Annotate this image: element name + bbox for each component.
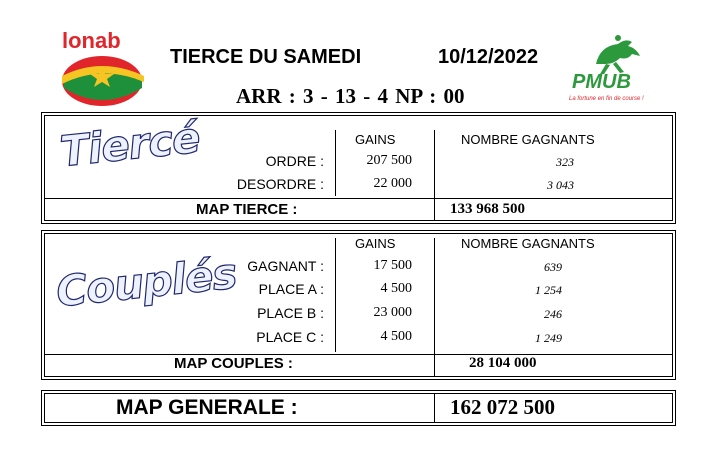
tierce-row-label: ORDRE : [265,153,324,169]
general-map-value: 162 072 500 [450,395,555,419]
page-title: TIERCE DU SAMEDI [170,46,362,68]
horse-rider-icon [596,35,640,74]
tierce-stylized-title: Tiercé [57,112,202,177]
couples-row-gain: 17 500 [373,258,412,273]
couples-col-gains: GAINS [355,236,396,251]
tierce-row-label: DESORDRE : [236,176,324,192]
tierce-row-gain: 207 500 [366,153,412,168]
tierce-row-winners: 3 043 [547,178,574,192]
couples-col-winners: NOMBRE GAGNANTS [461,236,595,251]
tierce-row-winners: 323 [556,155,574,169]
race-date: 10/12/2022 [438,46,539,68]
couples-stylized-title: Couplés [53,248,239,317]
lonab-logo-text: lonab [62,28,121,53]
pmub-logo [566,34,648,108]
couples-map-value: 28 104 000 [469,355,537,371]
couples-row-winners: 246 [544,307,562,321]
couples-row-gain: 4 500 [380,281,412,296]
couples-row-label: GAGNANT : [247,258,324,274]
tierce-map-label: MAP TIERCE : [196,201,298,218]
pmub-logo-text: PMUB [572,71,631,93]
couples-row-label: PLACE A : [258,281,324,297]
general-map-label: MAP GENERALE : [116,396,298,419]
couples-row-winners: 639 [544,260,562,274]
pmub-tagline: La fortune en fin de course ! [569,96,644,102]
tierce-col-winners: NOMBRE GAGNANTS [461,132,595,147]
couples-row-label: PLACE C : [256,329,324,345]
couples-map-label: MAP COUPLES : [174,355,293,372]
couples-row-gain: 4 500 [380,329,412,344]
tierce-map-value: 133 968 500 [450,201,525,217]
couples-row-gain: 23 000 [373,305,412,320]
couples-row-label: PLACE B : [257,305,324,321]
tierce-row-gain: 22 000 [373,176,412,191]
lonab-logo [56,26,152,110]
arrival-line: ARR : 3 - 13 - 4 NP : 00 [236,84,465,108]
couples-row-winners: 1 249 [535,331,562,345]
couples-row-winners: 1 254 [535,283,562,297]
tierce-col-gains: GAINS [355,132,396,147]
